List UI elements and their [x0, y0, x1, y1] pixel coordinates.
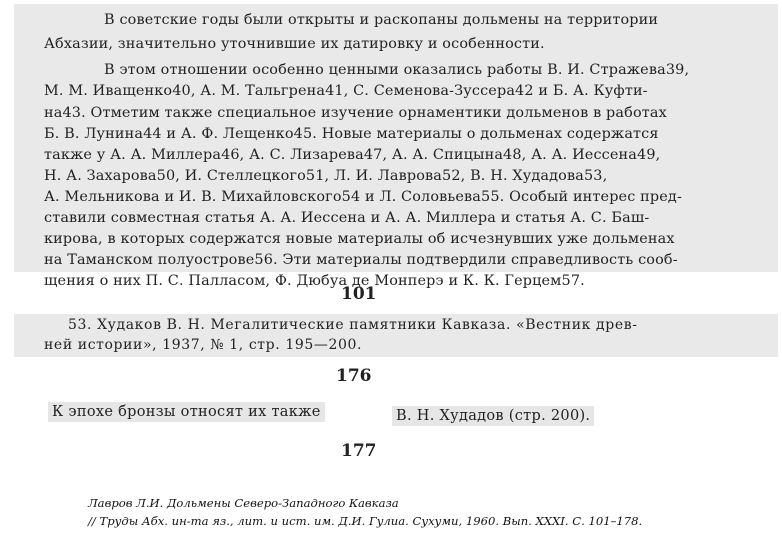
text-line: ставили совместная статья А. А. Иессена и А. А. Миллера и статья А. С. Баш-	[44, 210, 650, 226]
citation-source: // Труды Абх. ин-та яз., лит. и ист. им. Д.И. Гулиа. Сухуми, 1960. Вып. XXXI. С. 101–178.	[88, 514, 643, 528]
text-line: В этом отношении особенно ценными оказались работы В. И. Стражева39,	[104, 62, 690, 78]
text-line: щения о них П. С. Палласом, Ф. Дюбуа де Монперэ и К. К. Герцем57.	[44, 273, 585, 289]
text-line: М. М. Иващенко40, А. М. Тальгрена41, С. Семенова-Зуссера42 и Б. А. Куфти-	[44, 83, 648, 99]
footnote-line: 53. Худаков В. Н. Мегалитические памятники Кавказа. «Вестник древ-	[68, 317, 638, 333]
page-number: 176	[336, 366, 372, 386]
text-line: В советские годы были открыты и раскопаны дольмены на территории	[104, 12, 659, 28]
text-line: также у А. А. Миллера46, А. С. Лизарева47, А. А. Спицына48, А. А. Иессена49,	[44, 147, 661, 163]
text-line: на43. Отметим также специальное изучение орнаментики дольменов в работах	[44, 105, 667, 121]
footnote-line: ней истории», 1937, № 1, стр. 195—200.	[44, 337, 363, 353]
text-line: Н. А. Захарова50, И. Стеллецкого51, Л. И. Лаврова52, В. Н. Худадова53,	[44, 168, 608, 184]
text-line: Абхазии, значительно уточнившие их датировку и особенности.	[44, 36, 545, 52]
page-number: 101	[341, 284, 377, 304]
text-line: Б. В. Лунина44 и А. Ф. Лещенко45. Новые материалы о дольменах содержатся	[44, 126, 659, 142]
text-line: на Таманском полуострове56. Эти материалы подтвердили справедливость сооб-	[44, 252, 678, 268]
text-fragment-left: К эпохе бронзы относят их также	[48, 402, 325, 422]
text-fragment-right: В. Н. Худадов (стр. 200).	[392, 406, 594, 426]
citation-title: Лавров Л.И. Дольмены Северо-Западного Кавказа	[88, 496, 399, 510]
text-line: кирова, в которых содержатся новые материалы об исчезнувших уже дольменах	[44, 231, 675, 247]
text-line: А. Мельникова и И. В. Михайловского54 и Л. Соловьева55. Особый интерес пред-	[44, 189, 682, 205]
page-number: 177	[341, 441, 377, 461]
